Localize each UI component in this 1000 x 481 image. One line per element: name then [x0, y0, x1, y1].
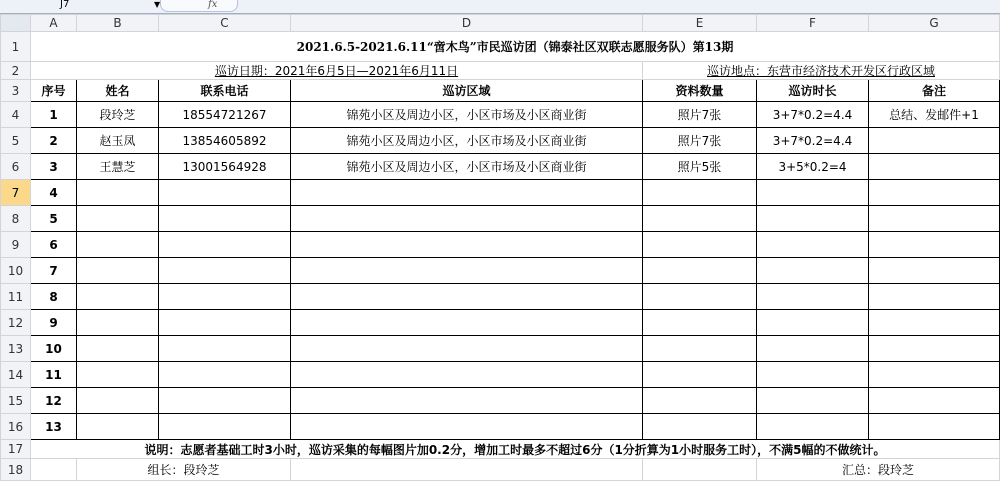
empty-cell[interactable]: [291, 459, 643, 481]
cell-remark[interactable]: [869, 180, 1000, 206]
header-no[interactable]: 序号: [31, 80, 77, 102]
cell-no[interactable]: 10: [31, 336, 77, 362]
cell-phone[interactable]: 13001564928: [159, 154, 291, 180]
cell-phone[interactable]: 13854605892: [159, 128, 291, 154]
cell-area[interactable]: [291, 336, 643, 362]
patrol-date[interactable]: 巡访日期：2021年6月5日—2021年6月11日: [31, 62, 643, 80]
cell-duration[interactable]: [757, 258, 869, 284]
row-header-10[interactable]: 10: [1, 258, 31, 284]
cell-no[interactable]: 11: [31, 362, 77, 388]
team-leader[interactable]: 组长：段玲芝: [77, 459, 291, 481]
row-header-16[interactable]: 16: [1, 414, 31, 440]
cell-area[interactable]: 锦苑小区及周边小区，小区市场及小区商业街: [291, 128, 643, 154]
cell-materials[interactable]: [643, 414, 757, 440]
cell-materials[interactable]: [643, 310, 757, 336]
row-header-13[interactable]: 13: [1, 336, 31, 362]
cell-area[interactable]: [291, 258, 643, 284]
select-all-corner[interactable]: [1, 15, 31, 32]
chevron-down-icon[interactable]: ▼: [154, 0, 161, 9]
name-box[interactable]: [30, 0, 161, 12]
column-header-e[interactable]: E: [643, 15, 757, 32]
row-header-8[interactable]: 8: [1, 206, 31, 232]
cell-name[interactable]: 王慧芝: [77, 154, 159, 180]
cell-remark[interactable]: [869, 414, 1000, 440]
row-header-2[interactable]: 2: [1, 62, 31, 80]
cell-no[interactable]: 9: [31, 310, 77, 336]
cell-remark[interactable]: [869, 154, 1000, 180]
header-phone[interactable]: 联系电话: [159, 80, 291, 102]
cell-area[interactable]: 锦苑小区及周边小区，小区市场及小区商业街: [291, 102, 643, 128]
cell-remark[interactable]: [869, 206, 1000, 232]
cell-no[interactable]: 1: [31, 102, 77, 128]
cell-no[interactable]: 6: [31, 232, 77, 258]
row-header-5[interactable]: 5: [1, 128, 31, 154]
cell-no[interactable]: 8: [31, 284, 77, 310]
cell-area[interactable]: [291, 232, 643, 258]
explanation-note[interactable]: 说明：志愿者基础工时3小时，巡访采集的每幅图片加0.2分，增加工时最多不超过6分（1分折算为1小时服务工时），不满5幅的不做统计。: [31, 440, 1000, 459]
formula-bar: [0, 0, 1000, 14]
cell-no[interactable]: 13: [31, 414, 77, 440]
cell-name[interactable]: [77, 362, 159, 388]
row-header-15[interactable]: 15: [1, 388, 31, 414]
cell-phone[interactable]: [159, 258, 291, 284]
row-header-6[interactable]: 6: [1, 154, 31, 180]
cell-remark[interactable]: [869, 362, 1000, 388]
cell-duration[interactable]: [757, 206, 869, 232]
cell-duration[interactable]: [757, 232, 869, 258]
row-header-4[interactable]: 4: [1, 102, 31, 128]
column-header-a[interactable]: A: [31, 15, 77, 32]
row-header-12[interactable]: 12: [1, 310, 31, 336]
header-duration[interactable]: 巡访时长: [757, 80, 869, 102]
cell-duration[interactable]: [757, 284, 869, 310]
cell-duration[interactable]: 3+7*0.2=4.4: [757, 128, 869, 154]
cell-phone[interactable]: [159, 336, 291, 362]
formula-buttons: [160, 0, 238, 12]
cell-area[interactable]: [291, 284, 643, 310]
cell-materials[interactable]: 照片7张: [643, 128, 757, 154]
cell-name[interactable]: [77, 414, 159, 440]
column-header-d[interactable]: D: [291, 15, 643, 32]
row-header-14[interactable]: 14: [1, 362, 31, 388]
empty-cell[interactable]: [643, 459, 757, 481]
cell-duration[interactable]: [757, 414, 869, 440]
cell-materials[interactable]: [643, 362, 757, 388]
row-header-7[interactable]: 7: [1, 180, 31, 206]
worksheet-table: [0, 14, 1000, 481]
cell-area[interactable]: [291, 206, 643, 232]
cell-materials[interactable]: [643, 258, 757, 284]
cell-phone[interactable]: [159, 310, 291, 336]
cell-remark[interactable]: [869, 258, 1000, 284]
cell-duration[interactable]: [757, 362, 869, 388]
cell-no[interactable]: 2: [31, 128, 77, 154]
cell-duration[interactable]: 3+7*0.2=4.4: [757, 102, 869, 128]
cell-phone[interactable]: [159, 180, 291, 206]
header-materials[interactable]: 资料数量: [643, 80, 757, 102]
cell-area[interactable]: [291, 414, 643, 440]
cell-no[interactable]: 5: [31, 206, 77, 232]
cell-area[interactable]: [291, 388, 643, 414]
sheet-title[interactable]: 2021.6.5-2021.6.11“啻木鸟”市民巡访团（锦泰社区双联志愿服务队）第13期: [31, 32, 1000, 62]
cell-name[interactable]: [77, 232, 159, 258]
name-box-value: J7: [60, 0, 70, 10]
cell-no[interactable]: 3: [31, 154, 77, 180]
cell-no[interactable]: 7: [31, 258, 77, 284]
cell-materials[interactable]: [643, 284, 757, 310]
cell-remark[interactable]: [869, 388, 1000, 414]
cell-phone[interactable]: [159, 206, 291, 232]
cell-area[interactable]: [291, 180, 643, 206]
cell-remark[interactable]: [869, 336, 1000, 362]
cell-remark[interactable]: [869, 232, 1000, 258]
row-header-1[interactable]: 1: [1, 32, 31, 62]
function-icon[interactable]: fx: [208, 0, 218, 10]
cell-phone[interactable]: [159, 232, 291, 258]
cell-remark[interactable]: 总结、发邮件+1: [869, 102, 1000, 128]
cell-area[interactable]: [291, 362, 643, 388]
cell-materials[interactable]: [643, 232, 757, 258]
cell-duration[interactable]: [757, 310, 869, 336]
cell-name[interactable]: [77, 310, 159, 336]
cell-phone[interactable]: 18554721267: [159, 102, 291, 128]
cell-name[interactable]: [77, 284, 159, 310]
cell-no[interactable]: 4: [31, 180, 77, 206]
cell-name[interactable]: 赵玉凤: [77, 128, 159, 154]
cell-phone[interactable]: [159, 414, 291, 440]
cell-materials[interactable]: 照片5张: [643, 154, 757, 180]
cell-no[interactable]: 12: [31, 388, 77, 414]
cell-duration[interactable]: [757, 388, 869, 414]
header-area[interactable]: 巡访区域: [291, 80, 643, 102]
column-header-f[interactable]: F: [757, 15, 869, 32]
empty-cell[interactable]: [31, 459, 77, 481]
header-remark[interactable]: 备注: [869, 80, 1000, 102]
cell-materials[interactable]: [643, 206, 757, 232]
column-header-c[interactable]: C: [159, 15, 291, 32]
cell-name[interactable]: 段玲芝: [77, 102, 159, 128]
patrol-location[interactable]: 巡访地点：东营市经济技术开发区行政区域: [643, 62, 1000, 80]
cell-duration[interactable]: [757, 180, 869, 206]
row-header-3[interactable]: 3: [1, 80, 31, 102]
cell-materials[interactable]: 照片7张: [643, 102, 757, 128]
column-header-b[interactable]: B: [77, 15, 159, 32]
cell-remark[interactable]: [869, 128, 1000, 154]
row-header-9[interactable]: 9: [1, 232, 31, 258]
cell-area[interactable]: 锦苑小区及周边小区，小区市场及小区商业街: [291, 154, 643, 180]
cell-area[interactable]: [291, 310, 643, 336]
column-header-g[interactable]: G: [869, 15, 1000, 32]
cell-name[interactable]: [77, 180, 159, 206]
header-name[interactable]: 姓名: [77, 80, 159, 102]
cell-phone[interactable]: [159, 284, 291, 310]
cell-duration[interactable]: [757, 336, 869, 362]
cell-name[interactable]: [77, 258, 159, 284]
row-header-17[interactable]: 17: [1, 440, 31, 459]
cell-name[interactable]: [77, 336, 159, 362]
cell-duration[interactable]: 3+5*0.2=4: [757, 154, 869, 180]
row-header-18[interactable]: 18: [1, 459, 31, 481]
spreadsheet-grid: [0, 14, 1000, 481]
cell-materials[interactable]: [643, 180, 757, 206]
cell-materials[interactable]: [643, 336, 757, 362]
cell-materials[interactable]: [643, 388, 757, 414]
cell-phone[interactable]: [159, 362, 291, 388]
summary-by[interactable]: 汇总：段玲芝: [757, 459, 1000, 481]
cell-phone[interactable]: [159, 388, 291, 414]
cell-remark[interactable]: [869, 284, 1000, 310]
cell-name[interactable]: [77, 388, 159, 414]
row-header-11[interactable]: 11: [1, 284, 31, 310]
cell-remark[interactable]: [869, 310, 1000, 336]
cell-name[interactable]: [77, 206, 159, 232]
